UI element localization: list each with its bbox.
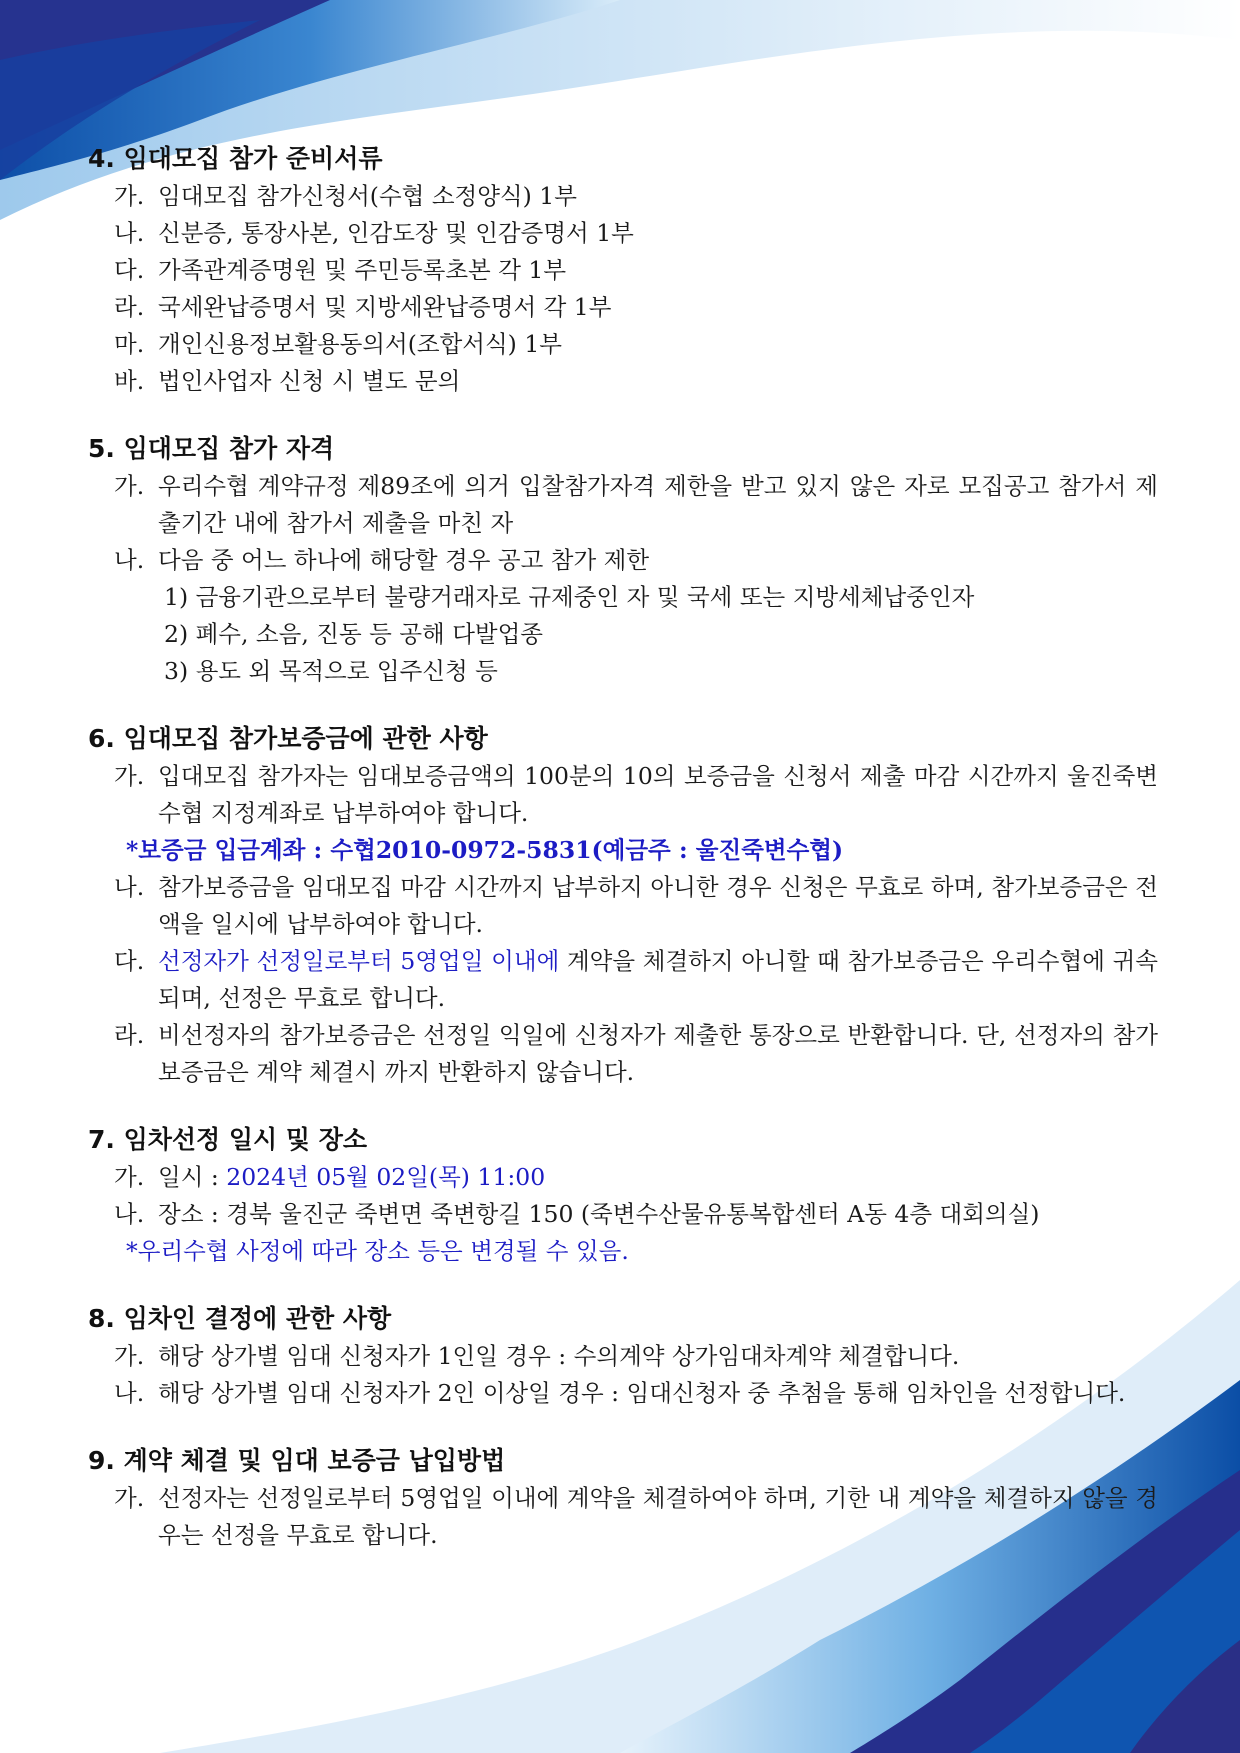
list-item: 나. 신분증, 통장사본, 인감도장 및 인감증명서 1부 — [88, 215, 1158, 252]
list-item: 나. 다음 중 어느 하나에 해당할 경우 공고 참가 제한 — [88, 542, 1158, 579]
list-item: 라. 국세완납증명서 및 지방세완납증명서 각 1부 — [88, 289, 1158, 326]
list-marker: 바. — [114, 367, 145, 395]
section-4 — [88, 140, 1158, 400]
location-change-note: *우리수협 사정에 따라 장소 등은 변경될 수 있음. — [126, 1237, 629, 1265]
list-marker: 라. — [114, 1021, 145, 1049]
highlight-text: 선정자가 선정일로부터 5영업일 이내에 — [158, 947, 560, 975]
list-marker: 가. — [114, 472, 145, 500]
list-item: 가. 일시 : 2024년 05월 02일(목) 11:00 — [88, 1159, 1158, 1196]
sub-item: 1) 금융기관으로부터 불량거래자로 규제중인 자 및 국세 또는 지방세체납중인자 — [164, 583, 975, 611]
list-item: 가. 입대모집 참가자는 임대보증금액의 100분의 10의 보증금을 신청서 제출 마감 시간까지 울진죽변수협 지정계좌로 납부하여야 합니다. — [88, 758, 1158, 832]
list-item: 다. 가족관계증명원 및 주민등록초본 각 1부 — [88, 252, 1158, 289]
document-body — [88, 140, 1158, 1584]
list-marker: 가. — [114, 182, 145, 210]
section-heading: 5. 임대모집 참가 자격 — [88, 434, 335, 463]
sub-item: 2) 폐수, 소음, 진동 등 공해 다발업종 — [164, 620, 543, 648]
selection-datetime: 2024년 05월 02일(목) 11:00 — [226, 1163, 546, 1191]
list-marker: 가. — [114, 1163, 145, 1191]
section-7 — [88, 1121, 1158, 1270]
list-item: 다. 선정자가 선정일로부터 5영업일 이내에 계약을 체결하지 아니할 때 참가보증금은 우리수협에 귀속되며, 선정은 무효로 합니다. — [88, 943, 1158, 1017]
section-heading: 7. 임차선정 일시 및 장소 — [88, 1125, 368, 1154]
list-item: 가. 해당 상가별 임대 신청자가 1인일 경우 : 수의계약 상가임대차계약 체결합니다. — [88, 1338, 1158, 1375]
list-marker: 가. — [114, 1484, 145, 1512]
list-item: 가. 임대모집 참가신청서(수협 소정양식) 1부 — [88, 178, 1158, 215]
list-item: 가. 우리수협 계약규정 제89조에 의거 입찰참가자격 제한을 받고 있지 않은 자로 모집공고 참가서 제출기간 내에 참가서 제출을 마친 자 — [88, 468, 1158, 542]
list-item: 바. 법인사업자 신청 시 별도 문의 — [88, 363, 1158, 400]
list-marker: 가. — [114, 762, 145, 790]
section-5 — [88, 430, 1158, 690]
list-marker: 나. — [114, 1200, 145, 1228]
list-marker: 다. — [114, 256, 145, 284]
sub-item: 3) 용도 외 목적으로 입주신청 등 — [164, 657, 498, 685]
list-item: 나. 해당 상가별 임대 신청자가 2인 이상일 경우 : 임대신청자 중 추첨을 통해 임차인을 선정합니다. — [88, 1375, 1158, 1412]
section-heading: 4. 임대모집 참가 준비서류 — [88, 144, 383, 173]
list-marker: 나. — [114, 219, 145, 247]
list-marker: 가. — [114, 1342, 145, 1370]
list-item: 나. 참가보증금을 임대모집 마감 시간까지 납부하지 아니한 경우 신청은 무효로 하며, 참가보증금은 전액을 일시에 납부하여야 합니다. — [88, 869, 1158, 943]
list-marker: 나. — [114, 1379, 145, 1407]
list-item: 마. 개인신용정보활용동의서(조합서식) 1부 — [88, 326, 1158, 363]
list-item: 가. 선정자는 선정일로부터 5영업일 이내에 계약을 체결하여야 하며, 기한 내 계약을 체결하지 않을 경우는 선정을 무효로 합니다. — [88, 1480, 1158, 1554]
section-heading: 8. 임차인 결정에 관한 사항 — [88, 1304, 392, 1333]
list-marker: 마. — [114, 330, 145, 358]
section-heading: 6. 임대모집 참가보증금에 관한 사항 — [88, 724, 488, 753]
list-marker: 다. — [114, 947, 145, 975]
list-marker: 라. — [114, 293, 145, 321]
list-marker: 나. — [114, 546, 145, 574]
section-9 — [88, 1442, 1158, 1554]
deposit-account-note: *보증금 입금계좌 : 수협2010-0972-5831(예금주 : 울진죽변수협) — [126, 836, 844, 864]
section-6 — [88, 720, 1158, 1091]
section-heading: 9. 계약 체결 및 임대 보증금 납입방법 — [88, 1446, 506, 1475]
list-marker: 나. — [114, 873, 145, 901]
section-8 — [88, 1300, 1158, 1412]
list-item: 라. 비선정자의 참가보증금은 선정일 익일에 신청자가 제출한 통장으로 반환합니다. 단, 선정자의 참가보증금은 계약 체결시 까지 반환하지 않습니다. — [88, 1017, 1158, 1091]
list-item: 나. 장소 : 경북 울진군 죽변면 죽변항길 150 (죽변수산물유통복합센터 A동 4층 대회의실) — [88, 1196, 1158, 1233]
